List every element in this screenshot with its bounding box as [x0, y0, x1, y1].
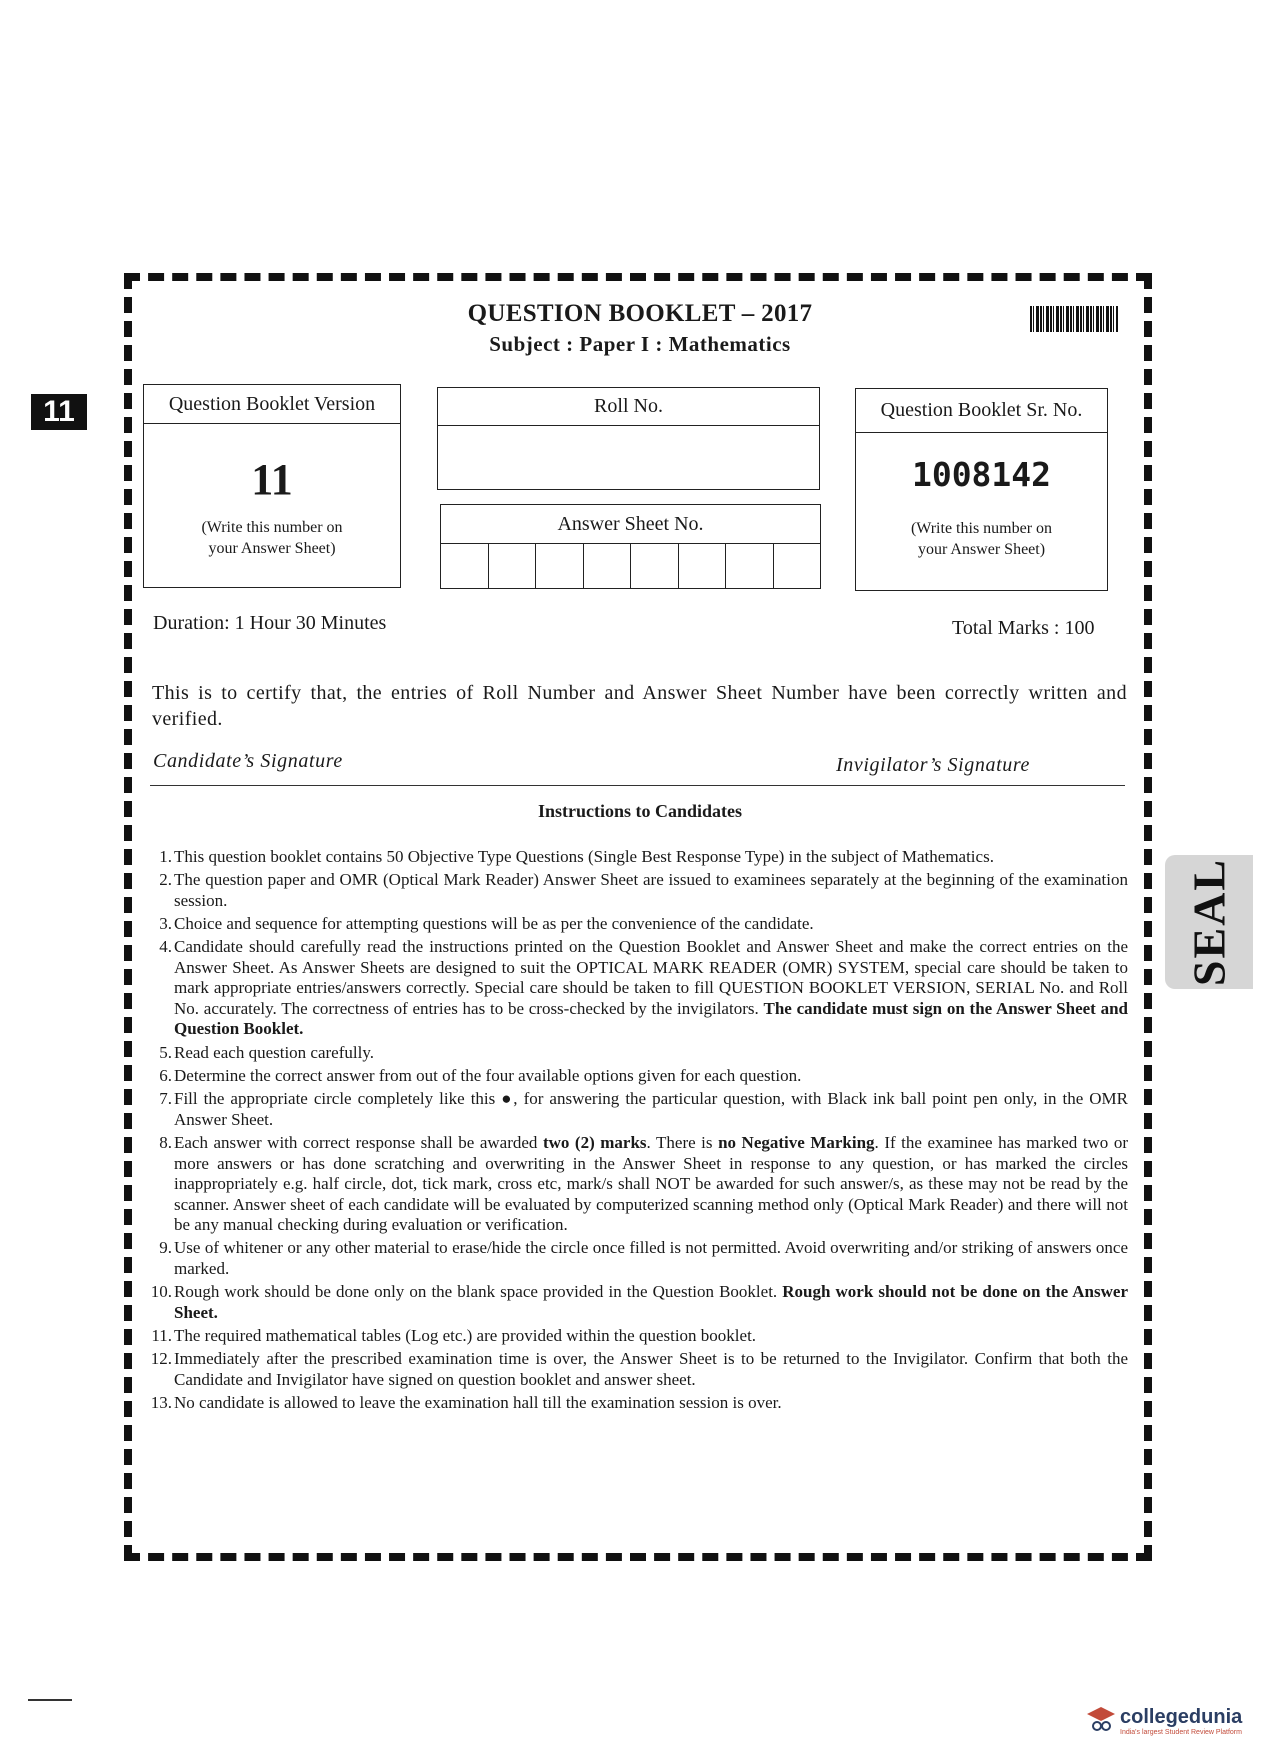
certification-statement: This is to certify that, the entries of Roll Number and Answer Sheet Number have been correctly written and verified. [152, 682, 1127, 730]
instruction-item: 3. Choice and sequence for attempting questions will be as per the convenience of the candidate. [159, 914, 814, 934]
version-side-tab: 11 [31, 394, 87, 430]
duration: Duration: 1 Hour 30 Minutes [153, 612, 387, 634]
answer-sheet-cell[interactable] [774, 544, 821, 589]
invigilator-signature-label: Invigilator’s Signature [836, 754, 1030, 776]
version-number: 11 [251, 455, 293, 504]
instruction-item: 10. Rough work should be done only on the blank space provided in the Question Booklet. Rough work should not be done on the Answer Sheet. [150, 1282, 1128, 1322]
instruction-item: 7. Fill the appropriate circle completely like this ●, for answering the particular question, with Black ink ball point pen only, in the OMR Answer Sheet. [159, 1089, 1128, 1129]
answer-sheet-cell[interactable] [536, 544, 584, 589]
serial-hint-line2: your Answer Sheet) [917, 541, 1046, 558]
divider [150, 785, 1125, 786]
answer-sheet-cell[interactable] [441, 544, 489, 589]
roll-number-box [437, 387, 820, 490]
margin-mark [28, 1699, 72, 1701]
total-marks: Total Marks : 100 [952, 617, 1095, 639]
answer-sheet-cell[interactable] [489, 544, 537, 589]
instruction-item: 8. Each answer with correct response shall be awarded two (2) marks. There is no Negative Marking. If the examinee has marked two or more answers or has done scratching and overwriting in the Answer Sheet in response to any question, or has marked the circles inappropriately e.g. half circle, dot, tick mark, cross etc, mark/s shall NOT be awarded for such answer/s, as these may not be read by the scanner. Answer sheet of each candidate will be evaluated by computerized scanning method only (Optical Mark Reader) and there will not be any manual checking during evaluation or verification. [159, 1133, 1128, 1235]
booklet-title: QUESTION BOOKLET – 2017 [467, 300, 813, 327]
seal-stamp: SEAL [1165, 855, 1253, 989]
roll-number-label: Roll No. [438, 388, 819, 426]
instruction-item: 5. Read each question carefully. [159, 1042, 374, 1062]
roll-number-field[interactable] [438, 426, 819, 488]
version-hint-line1: (Write this number on [201, 519, 343, 536]
instruction-item: 6. Determine the correct answer from out of the four available options given for each question. [159, 1065, 802, 1085]
serial-number-box [855, 388, 1108, 591]
candidate-signature-label: Candidate’s Signature [153, 750, 343, 772]
instruction-item: 2. The question paper and OMR (Optical Mark Reader) Answer Sheet are issued to examinees separately at the beginning of the examination session. [159, 870, 1128, 910]
instruction-item: 13. No candidate is allowed to leave the examination hall till the examination session is over. [150, 1393, 782, 1413]
version-label: Question Booklet Version [144, 385, 400, 424]
booklet-subject: Subject : Paper I : Mathematics [489, 332, 791, 356]
instruction-item: 9. Use of whitener or any other material to erase/hide the circle once filled is not permitted. Avoid overwriting and/or striking of answers once marked. [159, 1238, 1128, 1278]
instruction-item: 11. The required mathematical tables (Log etc.) are provided within the question booklet. [151, 1325, 757, 1345]
brand-logo [1120, 1706, 1242, 1736]
instruction-item: 4. Candidate should carefully read the instructions printed on the Question Booklet and Answer Sheet and make the correct entries on the Answer Sheet. As Answer Sheets are designed to suit the OPTICAL MARK READER (OMR) SYSTEM, special care should be taken to mark appropriate entries/answers correctly. Special care should be taken to fill QUESTION BOOKLET VERSION, SERIAL No. and Roll No. accurately. The correctness of entries has to be cross-checked by the invigilators. The candidate must sign on the Answer Sheet and Question Booklet. [159, 937, 1128, 1039]
instruction-item: 12. Immediately after the prescribed examination time is over, the Answer Sheet is to be returned to the Invigilator. Confirm that both the Candidate and Invigilator have signed on question booklet and answer sheet. [150, 1349, 1128, 1389]
serial-number-label: Question Booklet Sr. No. [856, 389, 1107, 433]
answer-sheet-cells[interactable] [441, 544, 820, 589]
answer-sheet-label: Answer Sheet No. [441, 505, 820, 544]
brand-name: collegedunia [1120, 1706, 1243, 1728]
instruction-item: 1. This question booklet contains 50 Objective Type Questions (Single Best Response Type) in the subject of Mathematics. [159, 847, 994, 866]
serial-number-value: 1008142 [911, 455, 1052, 494]
instructions-title: Instructions to Candidates [537, 801, 743, 821]
answer-sheet-box [440, 504, 821, 589]
graduation-cap-icon [1086, 1704, 1116, 1734]
instructions-list [148, 847, 1128, 1416]
serial-hint-line1: (Write this number on [910, 520, 1053, 537]
answer-sheet-cell[interactable] [631, 544, 679, 589]
barcode-icon [1030, 306, 1118, 332]
answer-sheet-cell[interactable] [584, 544, 632, 589]
version-box [143, 384, 401, 588]
brand-tagline: India's largest Student Review Platform [1120, 1729, 1242, 1736]
version-hint-line2: your Answer Sheet) [208, 540, 336, 557]
answer-sheet-cell[interactable] [679, 544, 727, 589]
answer-sheet-cell[interactable] [726, 544, 774, 589]
